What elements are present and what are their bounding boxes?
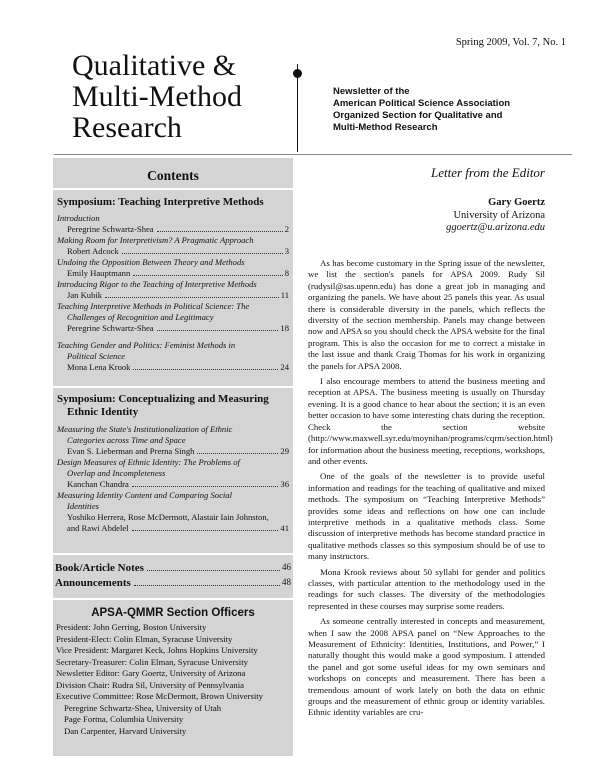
officer-line: Dan Carpenter, Harvard University (64, 725, 187, 736)
officer-line: Newsletter Editor: Gary Goertz, University of Arizona (56, 668, 246, 678)
toc-entry-page: 24 (280, 362, 289, 372)
toc-entry-title: Introducing Rigor to the Teaching of Interpretive Methods (57, 279, 257, 289)
symposium-title: Symposium: Teaching Interpretive Methods (57, 196, 264, 208)
toc-entry-title-cont: Political Science (67, 351, 125, 361)
toc-entry-title: Introduction (57, 213, 100, 223)
toc-entry-title: Measuring Identity Content and Comparing Social (57, 490, 232, 500)
book-notes-label: Book/Article Notes (55, 562, 144, 574)
symposium-title (57, 393, 269, 419)
toc-entry-author: Peregrine Schwartz-Shea (67, 224, 154, 234)
letter-paragraph: As someone centrally interested in concepts and measurement, when I saw the 2008 APSA panel on “New Approaches to the Measurement of Ethnicity: Identities, Institutions, and Power,” I naturally thought this would make a good symposium. I attended the panel and got some useful ideas for my own seminars and workshops on concepts and measurement. There has been a tremendous amount of work lately on both the data on ethnic groups and the measurement of ethnic group or identity variables. Ethnic identity variables are cru- (308, 616, 545, 718)
newsletter-line: Multi-Method Research (333, 122, 438, 133)
officer-line: Secretary-Treasurer: Colin Elman, Syracuse University (56, 656, 248, 667)
toc-entry[interactable] (57, 424, 289, 457)
toc-list-symposium2 (57, 424, 289, 534)
masthead-dot (293, 69, 302, 78)
divider (53, 386, 293, 388)
toc-entry-author: Robert Adcock (67, 246, 119, 256)
officer-line: Peregrine Schwartz-Shea, University of Utah (64, 702, 222, 713)
divider (53, 553, 293, 555)
officer-line: President: John Gerring, Boston University (56, 622, 207, 632)
toc-entry[interactable] (57, 235, 289, 257)
toc-entry-author: Emily Hauptmann (67, 268, 131, 278)
toc-entry-page: 29 (280, 446, 289, 456)
toc-entry[interactable] (57, 257, 289, 279)
toc-entry-author: Yoshiko Herrera, Rose McDermott, Alastair Iain Johnston, (67, 512, 269, 522)
toc-entry-title-cont: Challenges of Recognition and Legitimacy (67, 312, 214, 322)
symposium-title-line: Symposium: Conceptualizing and Measuring (57, 393, 269, 405)
letter-paragraph: One of the goals of the newsletter is to provide useful information and readings for the teaching of qualitative and mixed methods. The symposium on “Teaching Interpretive Methods” provides some ideas and reflections on how one can include interpretive methods in a qualitative methods class. Some discussion of interpretive methods has become standard practice in qualitative methods classes so this symposium should be of use to many instructors. (308, 471, 545, 562)
letter-body (308, 258, 553, 723)
author-name: Gary Goertz (488, 197, 545, 208)
newsletter-line: Organized Section for Qualitative and (333, 110, 503, 121)
officer-line: Vice President: Margaret Keck, Johns Hopkins University (56, 645, 258, 655)
toc-entry-author: Kanchan Chandra (67, 479, 129, 489)
toc-entry-title: Measuring the State's Institutionalization of Ethnic (57, 424, 233, 434)
toc-entry-page: 11 (280, 290, 289, 300)
toc-entry[interactable] (57, 279, 289, 301)
masthead-line: Multi-Method (72, 80, 242, 113)
toc-list-symposium1 (57, 213, 289, 373)
newsletter-description (333, 86, 510, 134)
toc-entry-title-cont: Overlap and Incompleteness (67, 468, 166, 478)
author-affiliation: University of Arizona (453, 209, 545, 221)
issue-info: Spring 2009, Vol. 7, No. 1 (455, 37, 566, 48)
toc-entry-title: Teaching Interpretive Methods in Political Science: The (57, 301, 250, 311)
toc-entry-page: 8 (284, 268, 289, 278)
officers-heading: APSA-QMMR Section Officers (91, 607, 255, 619)
masthead-line: Research (72, 111, 182, 144)
newsletter-line: Newsletter of the (333, 86, 410, 97)
officer-line: President-Elect: Colin Elman, Syracuse University (56, 633, 233, 644)
toc-entry-page: 3 (284, 246, 289, 256)
toc-entry-title: Making Room for Interpretivism? A Pragmatic Approach (57, 235, 254, 245)
toc-announcements[interactable] (55, 577, 291, 589)
newsletter-line: American Political Science Association (333, 98, 511, 109)
toc-entry[interactable] (57, 340, 289, 373)
toc-entry-author: Evan S. Lieberman and Prerna Singh (67, 446, 195, 456)
letter-paragraph: I also encourage members to attend the business meeting and reception at APSA. The business meeting is usually on Thursday evening. It is a good chance to hear about the section; it is an even better occasion to have some interesting chats during the reception. Check the section website (http://www.maxwell.syr.edu/moynihan/programs/cqrm/section.html) for information about the business meeting, receptions, workshops, and other events. (308, 376, 553, 466)
toc-entry-page: 41 (280, 523, 289, 533)
toc-entry-author-cont: and Rawi Abdelel (67, 523, 129, 533)
contents-sidebar (53, 158, 293, 756)
toc-entry-page: 36 (280, 479, 289, 489)
officer-line: Executive Committee: Rose McDermott, Brown University (56, 691, 264, 701)
author-email[interactable]: ggoertz@u.arizona.edu (446, 222, 545, 233)
toc-entry-title: Teaching Gender and Politics: Feminist Methods in (57, 340, 236, 350)
symposium-title-line: Ethnic Identity (67, 406, 139, 418)
toc-entry-page: 2 (284, 224, 289, 234)
toc-entry-page: 18 (280, 323, 289, 333)
masthead-line: Qualitative & (72, 49, 237, 82)
letter-paragraph: As has become customary in the Spring issue of the newsletter, we list the section's panels for APSA 2009. Rudy Sil (rudysil@sas.upenn.edu) has done a great job in managing and organizing the panels. We have about 25 panels this year. As usual there is considerable diversity in the panels, which reflects the diversity of the section membership. Panels may change between now and APSA so you should check the APSA website for the final program. This is also the occasion for me to correct a mistake in the last issue and thank Craig Thomas for his work in organizing the panels for APSA 2008. (308, 258, 546, 371)
letter-heading: Letter from the Editor (431, 165, 545, 180)
officers-list (56, 622, 292, 737)
toc-entry-title-cont: Categories across Time and Space (67, 435, 186, 445)
letter-author-block (303, 197, 545, 235)
toc-entry-title: Undoing the Opposition Between Theory and Methods (57, 257, 245, 267)
announcements-label: Announcements (55, 577, 131, 589)
toc-entry[interactable] (57, 490, 289, 534)
book-notes-page: 46 (282, 562, 291, 572)
newsletter-masthead (72, 50, 242, 143)
toc-entry-author: Peregrine Schwartz-Shea (67, 323, 154, 333)
letter-paragraph: Mona Krook reviews about 50 syllabi for gender and politics classes, with particular attention to the methodology used in the readings for such classes. The diversity of the methodologies represented in these courses may surprise some readers. (308, 566, 545, 611)
contents-heading: Contents (147, 168, 199, 183)
toc-entry[interactable] (57, 301, 289, 334)
announcements-page: 48 (282, 577, 291, 587)
toc-entry-author: Jan Kubik (67, 290, 103, 300)
toc-book-notes[interactable] (55, 562, 291, 574)
toc-entry-title: Design Measures of Ethnic Identity: The Problems of (57, 457, 240, 467)
officer-line: Page Fortna, Columbia University (64, 714, 184, 724)
divider (53, 598, 293, 600)
toc-entry[interactable] (57, 457, 289, 490)
toc-entry-title-cont: Identities (67, 501, 99, 511)
header-rule (54, 154, 572, 155)
toc-entry-author: Mona Lena Krook (67, 362, 131, 372)
toc-entry[interactable] (57, 213, 289, 235)
officer-line: Division Chair: Rudra Sil, University of Pennsylvania (56, 679, 244, 690)
divider (53, 188, 293, 190)
